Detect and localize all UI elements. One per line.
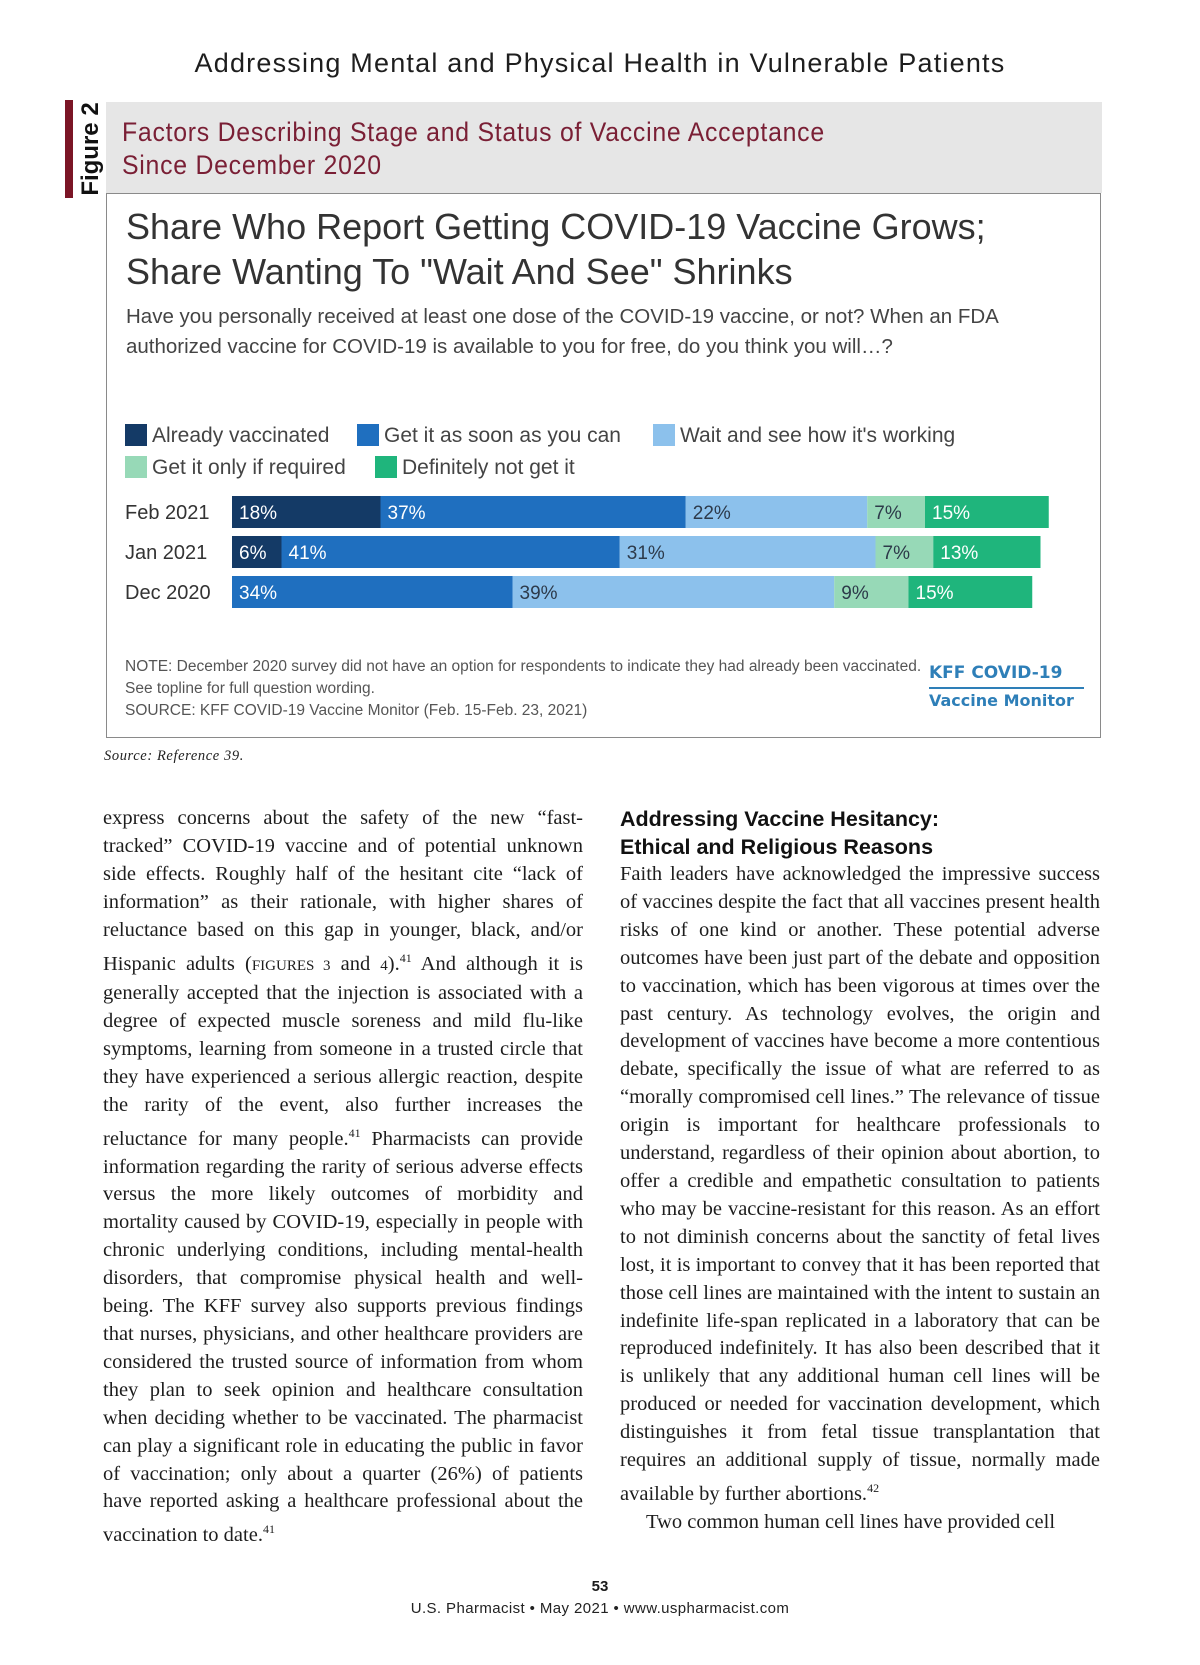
section-heading-line-1: Addressing Vaccine Hesitancy: xyxy=(620,807,940,831)
body-paragraph: Two common human cell lines have provided cell xyxy=(646,1510,1056,1533)
bar-segment xyxy=(513,576,835,608)
chart-title: Share Who Report Getting COVID-19 Vaccine Grows; Share Wanting To "Wait And See" Shrinks xyxy=(126,206,986,292)
stacked-bar-chart xyxy=(107,194,1100,654)
chart-note-text: NOTE: December 2020 survey did not have an option for respondents to indicate they had already been vaccinated. See topline for full question wording. xyxy=(125,658,922,697)
bar-value-label: 6% xyxy=(239,543,267,564)
kff-logo xyxy=(929,662,1084,713)
page-number: 53 xyxy=(591,1578,609,1595)
figure-label-text: Figure 2 xyxy=(77,102,104,196)
citation-ref: 42 xyxy=(867,1480,880,1495)
figure-title xyxy=(122,116,825,182)
chart-source-text: SOURCE: KFF COVID-19 Vaccine Monitor (Feb. 15-Feb. 23, 2021) xyxy=(125,702,588,719)
bar-value-label: 41% xyxy=(288,543,327,564)
legend-label: Get it only if required xyxy=(152,456,346,479)
legend-label: Already vaccinated xyxy=(152,424,330,447)
chart-note xyxy=(125,656,925,722)
figure-source: Source: Reference 39. xyxy=(104,748,244,764)
section-heading xyxy=(620,805,1100,861)
bar-value-label: 22% xyxy=(692,503,731,524)
figure-reference: 4 xyxy=(380,957,388,974)
figure-title-line-2: Since December 2020 xyxy=(122,150,382,180)
text-run: ). xyxy=(387,952,400,975)
bar-value-label: 15% xyxy=(932,503,971,524)
bar-segment xyxy=(282,536,620,568)
kff-logo-line-1: KFF COVID-19 xyxy=(929,662,1084,689)
text-run: Pharmacists can provide information regarding the rarity of serious adverse effects versus the more likely outcomes of morbidity and mortality caused by COVID-19, especially in people with chronic underlying conditions, including mental-health disorders, that compromise physical health and well-being. The KFF survey also supports previous findings that nurses, physicians, and other healthcare providers are considered the trusted source of information from whom they plan to seek opinion and healthcare consultation when deciding whether to be vaccinated. The pharmacist can play a significant role in educating the public in favor of vaccination; only about a quarter (26%) of patients have reported asking a healthcare professional about the vaccination to date. xyxy=(103,1127,583,1547)
citation-ref: 41 xyxy=(348,1125,361,1140)
text-run: express concerns about the safety of the new “fast-tracked” COVID-19 vaccine and of potential unknown side effects. Roughly half of the hesitant cite “lack of information” as their rationale, with higher shares of reluctance based on this gap in younger, black, and/or Hispanic adults ( xyxy=(103,807,583,975)
legend-label: Get it as soon as you can xyxy=(384,424,621,447)
figure-reference: FIGURES 3 xyxy=(251,957,331,974)
text-run: Faith leaders have acknowledged the impressive success of vaccines despite the fact that all vaccines present health risks of one kind or another. These potential adverse outcomes have been just part of the debate and opposition to vaccination, which has been vigorous at times over the past century. As technology evolves, the origin and development of vaccines have become a more contentious debate, specifically the issue of what are referred to as “morally compromised cell lines.” The relevance of tissue origin is important for healthcare professionals to understand, regardless of their opinion about abortion, to offer a credible and empathetic consultation to patients who may be vaccine-resistant for this reason. As an effort to not diminish concerns about the sanctity of fetal lives lost, it is important to convey that it has been reported that those cell lines are maintained with the intent to sustain an indefinite life-span replicated in a laboratory that can be reproduced indefinitely. It has also been described that it is unlikely that any additional human cell lines will be produced or needed for vaccination development, which distinguishes it from fetal tissue transplantation that requires an additional supply of tissue, normally made available by further abortions. xyxy=(620,863,1100,1505)
legend-label: Wait and see how it's working xyxy=(680,424,956,447)
bar-segment xyxy=(381,496,686,528)
bar-value-label: 7% xyxy=(882,543,910,564)
bar-value-label: 18% xyxy=(239,503,278,524)
chart-subtitle: Have you personally received at least one dose of the COVID-19 vaccine, or not? When an FDA authorized vaccine for COVID-19 is available to you for free, do you think you will…? xyxy=(126,305,998,358)
figure-label xyxy=(76,100,106,198)
bar-value-label: 39% xyxy=(519,583,558,604)
running-head: Addressing Mental and Physical Health in Vulnerable Patients xyxy=(194,48,1006,78)
figure-title-line-1: Factors Describing Stage and Status of Vaccine Acceptance xyxy=(122,117,825,147)
chart-panel xyxy=(106,193,1101,738)
figure-header xyxy=(106,102,1102,193)
bar-value-label: 31% xyxy=(626,543,665,564)
citation-ref: 41 xyxy=(399,950,412,965)
legend-label: Definitely not get it xyxy=(402,456,575,479)
text-run: and xyxy=(330,952,381,975)
category-label: Feb 2021 xyxy=(125,502,210,524)
bar-value-label: 7% xyxy=(874,503,902,524)
page-footer: U.S. Pharmacist • May 2021 • www.uspharmacist.com xyxy=(410,1600,790,1617)
citation-ref: 41 xyxy=(262,1522,275,1537)
bar-value-label: 34% xyxy=(239,583,278,604)
text-run: And although it is generally accepted that the injection is associated with a degree of expected muscle soreness and mild flu-like symptoms, learning from someone in a trusted circle that they have experienced a serious allergic reaction, despite the rarity of the event, also further increases the reluctance for many people. xyxy=(103,952,583,1150)
bar-value-label: 9% xyxy=(841,583,869,604)
bar-value-label: 15% xyxy=(915,583,954,604)
category-label: Dec 2020 xyxy=(125,582,211,604)
body-paragraph xyxy=(620,861,1100,1509)
bar-value-label: 13% xyxy=(940,543,979,564)
figure-tag-bar xyxy=(65,100,73,198)
body-column-right xyxy=(620,805,1100,1537)
body-column-left xyxy=(103,805,583,1550)
section-heading-line-2: Ethical and Religious Reasons xyxy=(620,835,934,859)
body-paragraph xyxy=(103,805,583,1550)
kff-logo-line-2: Vaccine Monitor xyxy=(929,691,1074,710)
category-label: Jan 2021 xyxy=(125,542,208,564)
bar-value-label: 37% xyxy=(387,503,426,524)
